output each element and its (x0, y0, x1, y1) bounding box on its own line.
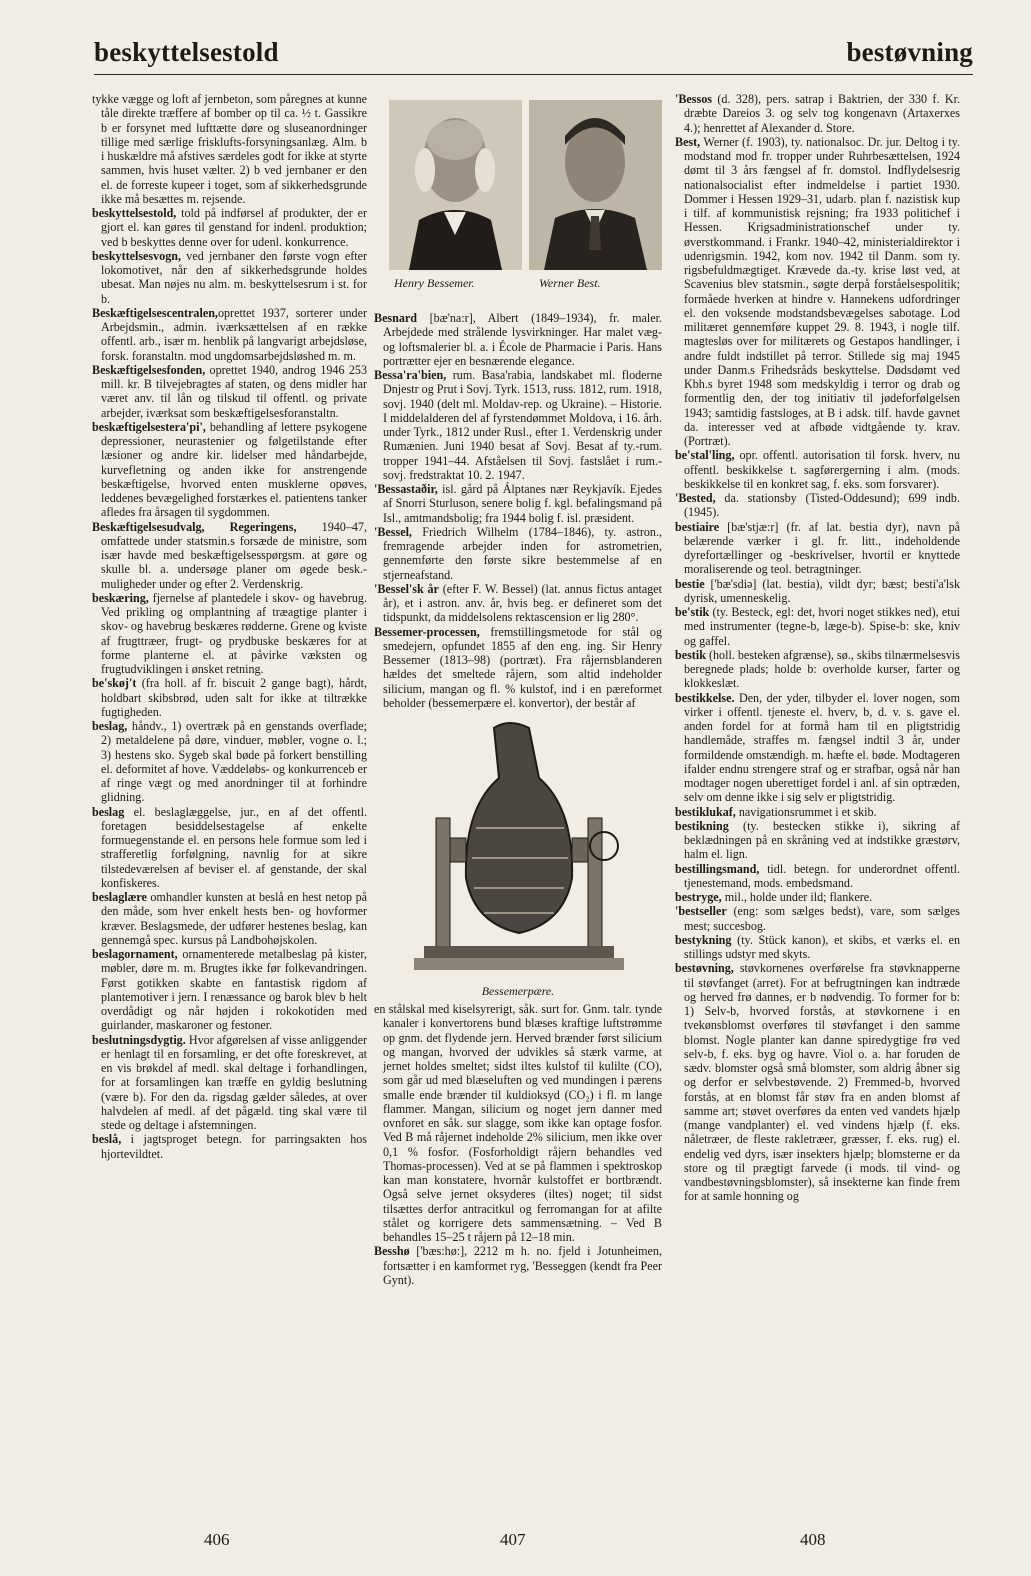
dictionary-entry (675, 92, 960, 135)
header-right-guideword: bestøvning (846, 37, 973, 67)
entry-headword: bestikkelse. (675, 690, 735, 705)
dictionary-entry (675, 648, 960, 691)
entry-headword: 'Bessastaðir, (374, 482, 438, 496)
entry-text: isl. gård på Álptanes nær Reykjavík. Ejedes af Snorri Sturluson, senere bolig f. kgl. befalingsmand på Isl., amtmandsbolig; fra 1944 bolig f. isl. præsident. (383, 482, 662, 525)
dictionary-entry (92, 520, 367, 591)
dictionary-entry (374, 582, 662, 625)
entry-headword: Beskæftigelsesfonden, (92, 362, 206, 377)
dictionary-entry (675, 862, 960, 891)
entry-headword: Best, (675, 134, 701, 149)
entry-text: rum. Basa'rabia, landskabet ml. floderne Dnjestr og Prut i Sovj. Tyrk. 1513, russ. 1812, rum. 1918, sovj. 1940 (delt ml. Moldav-rep. og Ukraine). – Historie. I middelalderen del af fyrstendømmet Moldova, i 16. årh. under Tyrk., 1812 under Rusl., efter 1. Verdenskrig under Rumænien. Juni 1940 besat af Sovj. Besat af ty.-rum. tropper 1941–44. Afståelsen til Sovj. fastslået i rum.-sovj. fredstraktat 10. 2. 1947. (383, 368, 662, 482)
portrait-row (374, 100, 662, 305)
dictionary-entry (92, 890, 367, 947)
entry-text: (ty. bestecken stikke i), sikring af beklædningen på en skråning ved at indstikke græstørv, halm el. lign. (684, 818, 960, 862)
entry-text: Den, der yder, tilbyder el. lover nogen, som virker i offentl. tjeneste el. hverv, b, d. v. s. gave el. anden fordel for at formå ham til en pligtstridig handlemåde, straffes m. fængsel indtil 3 år, under formildende omstændigh. m. hæfte el. bøde. Modtageren ifalder endnu strengere straf og er strafbar, også når han modtager nogen uberettiget fordel i anl. af sin optræden, selv om denne ikke i sig selv er pligtstridig. (684, 690, 960, 805)
entry-text: ornamenterede metalbeslag på kister, møbler, døre m. m. Brugtes ikke før folkevandringen. Først gotikken skabte en fantastisk rigdom af plantemotiver i jern. I renæssance og barok blev b helt overdådigt og når højden i rokokotiden med guirlander, maskaroner og festoner. (101, 947, 367, 1033)
entry-headword: beskæring, (92, 590, 149, 605)
entry-text: (ty. Besteck, egl: det, hvori noget stikkes ned), etui med instrumenter (tegne-b, læge-b). Spise-b: ske, kniv og gaffel. (684, 605, 960, 648)
entry-headword: beslagornament, (92, 947, 178, 961)
entry-text: en stålskal med kiselsyrerigt, såk. surt for. Gnm. talr. tynde kanaler i konvertorens bund blæses kraftige luftstrømme op gnm. det flydende jern. Herved brænder først silicium og mangan, hvorved der udvikles så stærk varme, at jernet holdes smeltet; sidst iltes kulstof til kulilte (CO), som går ud med blæseluften og ved mundingen i pærens smalle ende brænder til kuldioksyd (CO₂) i fl. m lange flammer. Mangan, silicium og noget jern danner med ovnforet en såk. sur slagge, som ikke kan optage fosfor. Ved B må råjernet indeholde 2% silicium, men ikke over 0,1 % fosfor. (Fosforholdigt råjern behandles ved Thomas-processen). Ved at se på flammen i spektroskop kan man konstatere, hvornår kulstoffet er bortbrændt. Også selve jernet oksyderes (iltes) noget; til sidst tilsættes derfor antracitkul og ferromangan for at afilte stålet og korrigere dets sammensætning. – Ved B behandles 15–25 t råjern på 12–18 min. (374, 1002, 662, 1244)
dictionary-entry (675, 890, 960, 904)
entry-headword: bestøvning, (675, 961, 734, 976)
page-number-406: 406 (204, 1530, 230, 1549)
entry-text: (efter F. W. Bessel) (lat. annus fictus antaget år), et i astron. anv. år, hvis beg. er defineret som det tidspunkt, da middelsolens rektascension er lig 280°. (383, 581, 663, 625)
entry-text: Friedrich Wilhelm (1784–1846), ty. astron., fremragende arbejder inden for astrometrien, gennemførte den første sikre bestemmelse af en stjerneafstand. (383, 524, 662, 582)
bessemer-converter-figure (374, 718, 662, 998)
page-number-407: 407 (500, 1530, 526, 1549)
entry-text: Hvor afgørelsen af visse anliggender er henlagt til en forsamling, er det ofte foreskrevet, at en vis brøkdel af medl. skal deltage i forhandlingen, for at forsamlingen kan træffe en gyldig beslutning (være b). For den da. rigsdag gælder således, at over halvdelen af medl. af det pågæld. ting skal være til stede og deltage i afstemningen. (101, 1032, 367, 1132)
dictionary-entry (92, 805, 367, 891)
dictionary-entry (675, 819, 960, 862)
dictionary-entry (675, 491, 960, 520)
dictionary-entry (675, 520, 960, 577)
entry-headword: bestryge, (675, 890, 722, 904)
portrait-werner-best (529, 100, 662, 270)
entry-headword: bestik (675, 647, 706, 662)
dictionary-entry (92, 92, 367, 206)
entry-headword: 'Bessel, (374, 524, 412, 539)
dictionary-entry (675, 904, 960, 933)
entry-text: (fra holl. af fr. biscuit 2 gange bagt), hårdt, holdbart skibsbrød, uden salt for ikke at tiltrække fugtigheden. (101, 676, 367, 719)
dictionary-entry (675, 805, 960, 819)
entry-headword: beskyttelsesvogn, (92, 248, 182, 263)
entry-headword: Besshø (374, 1244, 410, 1259)
dictionary-entry (374, 311, 662, 368)
entry-headword: Beskæftigelsescentralen, (92, 305, 218, 320)
entry-headword: 'Bested, (675, 491, 716, 505)
entry-text: [bæ'stjæ:r] (fr. af lat. bestia dyr), navn på belærende værker i gl. fr. litt., indeholdende dyrefortællinger og -beskrivelser, hvortil er knyttede moraliserende og teol. betragtninger. (684, 519, 960, 577)
entry-text: (ty. Stück kanon), et skibs, et værks el. en stillings udstyr med skyts. (684, 932, 960, 961)
entry-text: tidl. betegn. for underordnet offentl. tjenestemand, mods. embedsmand. (684, 861, 960, 890)
dictionary-entry (675, 691, 960, 805)
entry-text: (eng: som sælges bedst), vare, som sælges mest; succesbog. (684, 904, 960, 933)
dictionary-entry (92, 249, 367, 306)
dictionary-entry (92, 591, 367, 677)
entry-text: behandling af lettere psykogene depressioner, neurastenier og følgetilstande efter læsioner og andre kir. lidelser med håndarbejde, kurvefletning og anden ikke for anstrengende beskæftigelse, hvorved enten musklerne opøves, leddenes bevægelighed forstærkes el. patientens tanker afledes fra årsagen til sygdommen. (101, 419, 367, 520)
entry-headword: Bessa'ra'bien, (374, 368, 447, 382)
entry-text: opr. offentl. autorisation til forsk. hverv, nu offentl. beskikkelse t. sagførergerning i alm. (mods. beskikkelse til en konkret sag, f. eks. som forsvarer). (684, 448, 960, 491)
caption-bessemerpaere: Bessemerpære. (481, 983, 555, 998)
entry-headword: 'Bessel'sk år (374, 581, 439, 596)
entry-headword: beslag, (92, 719, 128, 733)
entry-text: ['bæs:hø:], 2212 m h. no. fjeld i Jotunheimen, fortsætter i en kamformet ryg, 'Besseggen (kendt fra Peer Gynt). (383, 1244, 662, 1287)
converter-illustration (414, 718, 624, 978)
entry-text: ved jernbaner den første vogn efter lokomotivet, når den af sikkerhedsgrunde holdes ubesat. Man nøjes nu alm. m. beskyttelsesrum i st. for b. (101, 248, 367, 306)
dictionary-entry (675, 448, 960, 491)
entry-headword: beskyttelsestold, (92, 206, 177, 220)
column-2-entries (374, 311, 662, 710)
column-1 (92, 92, 367, 1161)
entry-headword: be'stik (675, 605, 710, 619)
entry-headword: beslå, (92, 1132, 122, 1147)
column-2-continued-entries (374, 1002, 662, 1287)
dictionary-entry (675, 961, 960, 1203)
running-header (94, 26, 973, 75)
dictionary-entry (374, 625, 662, 711)
entry-headword: beskæftigelsestera'pi', (92, 419, 206, 434)
entry-headword: be'stal'ling, (675, 448, 735, 463)
dictionary-entry (92, 719, 367, 805)
caption-bessemer: Henry Bessemer. (394, 276, 475, 290)
dictionary-entry (92, 676, 367, 719)
entry-text: mil., holde under ild; flankere. (721, 890, 873, 904)
dictionary-entry (92, 947, 367, 1033)
entry-headword: bestillingsmand, (675, 861, 760, 876)
entry-text: [bæ'na:r], Albert (1849–1934), fr. maler. Arbejdede med strålende lysvirkninger. Har malet væg- og loftsmalerier bl. a. i École de Pharmacie i Paris. Hans portrætter ejer en besnærende elegance. (383, 311, 662, 368)
dictionary-entry (92, 363, 367, 420)
entry-headword: bestiaire (675, 519, 720, 534)
entry-text: told på indførsel af produkter, der er gjort el. kan gøres til genstand for indenl. produktion; ved b beskyttes denne over for udenl. konkurrence. (101, 206, 367, 249)
entry-text: da. stationsby (Tisted-Oddesund); 699 indb. (1945). (684, 491, 960, 520)
column-2 (374, 100, 662, 1287)
dictionary-entry (374, 482, 662, 525)
portrait-henry-bessemer (389, 100, 522, 270)
dictionary-entry (374, 525, 662, 582)
dictionary-entry (374, 1244, 662, 1287)
entry-headword: Bessemer-processen, (374, 624, 480, 639)
dictionary-entry (374, 368, 662, 482)
entry-text: ['bæ'sdiə] (lat. bestia), vildt dyr; bæst; besti'a'lsk dyrisk, umenneskelig. (684, 576, 960, 605)
entry-headword: Besnard (374, 311, 418, 325)
dictionary-entry (92, 1132, 367, 1161)
entry-text: 1940–47, omfattede under statsmin.s forsæde de ministre, som især havde med beskæftigelsesspørgsm. at gøre og skulle bl. a. undersøge planer om øgede besk.-muligheder under og efter 2. Verdenskrig. (101, 519, 367, 591)
entry-text: omhandler kunsten at beslå en hest netop på den måde, som hver enkelt hests ben- og hovformer kræver. Beslagsmede, der udfører hestenes beslag, kan gennemgå spec. kursus på Landbohøjskolen. (101, 890, 367, 947)
entry-headword: beslaglære (92, 890, 147, 904)
dictionary-entry (675, 577, 960, 606)
entry-text: oprettet 1937, sorterer under Arbejdsmin., admin. iværksættelsen af en række offentl. arb., især m. henblik på langvarigt arbejdsløse, forsk. foranstaltn. mod ungdomsarbejdsløshed m. m. (101, 305, 367, 363)
entry-headword: bestykning (675, 932, 732, 947)
dictionary-entry (92, 1033, 367, 1133)
column-3 (675, 92, 960, 1204)
entry-headword: be'skøj't (92, 676, 137, 691)
entry-text: oprettet 1940, androg 1946 253 mill. kr. B tilvejebragtes af staten, og dens midler har været anv. til lån og tilskud til offentl. og private arbejder, iværksat som beskæftigelsesforanstaltn. (101, 362, 367, 420)
entry-headword: bestie (675, 576, 705, 591)
entry-text: navigationsrummet i et skib. (735, 804, 877, 819)
dictionary-entry (675, 605, 960, 648)
entry-text: fjernelse af plantedele i skov- og havebrug. Ved prikling og omplantning af træagtige planter i skov- og havebrug beskæres rødderne. Grene og kviste af frugttræer, frugt- og prydbuske beskæres for at forme planterne el. at påvirke væksten og frugtudviklingen i ønsket retning. (101, 590, 367, 676)
entry-headword: 'Bessos (675, 92, 712, 106)
entry-text: tykke vægge og loft af jernbeton, som påregnes at kunne tåle direkte træffere af bomber op til ca. ½ t. Gassikre b er forsynet med lufttætte døre og sluseanordninger tillige med særlige frisklufts-forsyningsanlæg. Alm. b i huskældre må afstives særdeles godt for ikke at styrte sammen, hvis huset vælter. 2) b ved jernbaner er den el. de forreste kupeer i toget, som af sikkerhedsgrunde ikke må besættes m. rejsende. (92, 92, 367, 206)
dictionary-entry (92, 420, 367, 520)
entry-text: støvkornenes overførelse fra støvknapperne til støvfanget (arret). For at befrugtningen kan indtræde og herved frø dannes, er b nødvendig. To former for b: 1) Selv-b, hvorved forstås, at støvkornene i en tvekønsblomst overføres til støvfanget i den samme blomst. Nogle planter kan danne spiredygtige frø ved selv-b, f. eks. byg og havre. Viol o. a. har foruden de sædv. blomster også små blomster, som aldrig åbner sig og derfor er selvbestøvende. 2) Fremmed-b, hvorved forstås, at en blomst får støv fra en anden blomst af samme art; støvet overføres da enten ved vandets hjælp (mange vandplanter) el. ved vindens hjælp (f. eks. nåletræer, de fleste rakletræer, græsser, f. eks. rug) el. endelig ved dyrs, især insekters hjælp; blomsterne er da store og til prægtigt farvede (i mods. til vind- og vandbestøvningsblomster), så insekterne kan finde frem for at samle honning og (684, 961, 960, 1204)
header-left-guideword: beskyttelsestold (94, 37, 279, 67)
entry-text: Werner (f. 1903), ty. nationalsoc. Dr. jur. Deltog i ty. modstand mod fr. tropper under Ruhrbesættelsen, 1924 dømt til 3 års fængsel af fr. domstol. Indflydelsesrig nationalsocialist efter indmeldelse i partiet 1930. Dommer i Hessen 1929–31, udarb. plan f. nazistisk kup i tilf. af kommunistisk rejsning; fra 1933 politichef i Hessen. Krigsadministrationschef under ty. øverstkommand. i Frankr. 1940–42, ministerialdirektor i udenrigsmin. 1942, kom nov. 1942 til Danm. som ty. rigsbefuldmægtiget. Krævede da.-ty. krise løst ved, at Scavenius blev statsmin., søgte derpå forståelsespolitik; formåede hverken at hindre v. Hannekens udfordringer el. den voksende modstandsbevægelses sabotage. Lod militæret gennemføre kuppet 29. 8. 1943, i nogle tilf. magtesløs over for militærets og Gestapos handlinger, i andre fuldt indstillet på terror. Stillede sig maj 1945 under Danm.s Frihedsråds beskyttelse. Dødsdømt ved Kbh.s byret 1948 som medskyldig i terror og drab og formentlig den, der tog initiativ til jødeforfølgelsen 1943; samtidig fastsloges, at B i adsk. tilf. havde gavnet da. interesser ved at afbøde vidtgående ty. krav. (Portræt). (684, 134, 960, 448)
entry-text: fremstillingsmetode for stål og smedejern, opfundet 1855 af den eng. ing. Sir Henry Bessemer (1813–98) (portræt). Fra råjernsblanderen hældes det smeltede råjern, som altid indeholder silicium, mangan og fl. % kulstof, ind i en pæreformet beholder (bessemerpære el. konvertor), der består af (383, 624, 662, 710)
entry-text: håndv., 1) overtræk på en genstands overflade; 2) metaldelene på døre, vinduer, møbler, vogne o. l.; 3) hestens sko. Sygeb skal bøde på forkert benstilling el. deformitet af hove. Væddeløbs- og konkurrenceb er af ringe vægt og med anordninger til at forhindre glidning. (101, 719, 367, 805)
entry-headword: beslag (92, 804, 125, 819)
entry-text: (holl. besteken afgrænse), sø., skibs tilnærmelsesvis beregnede plads; holde b: overholde kurser, farter og klokkeslæt. (684, 647, 960, 691)
dictionary-entry (675, 135, 960, 449)
entry-text: i jagtsproget betegn. for parringsakten hos hjortevildtet. (101, 1132, 367, 1161)
dictionary-entry (675, 933, 960, 962)
entry-text: el. beslaglæggelse, jur., en af det offentl. foretagen besiddelsestagelse af enkelte formuegenstande el. en persons hele formue som led i strafferetlig forfølgning, navnlig for at sikre tilstedeværelsen af beviser el. af genstande, der skal konfiskeres. (101, 804, 367, 890)
entry-headword: 'bestseller (675, 904, 727, 919)
entry-headword: beslutningsdygtig. (92, 1032, 186, 1047)
caption-best: Werner Best. (539, 276, 601, 290)
entry-text: (d. 328), pers. satrap i Baktrien, der 330 f. Kr. dræbte Dareios 3. og selv tog kongenavn (Artaxerxes 4.); henrettet af Alexander d. Store. (684, 92, 960, 135)
entry-headword: bestikning (675, 818, 729, 833)
dictionary-entry (92, 206, 367, 249)
dictionary-entry (92, 306, 367, 363)
dictionary-entry (374, 1002, 662, 1244)
entry-headword: bestiklukaf, (675, 804, 736, 819)
entry-headword: Beskæftigelsesudvalg, Regeringens, (92, 519, 297, 534)
page-number-408: 408 (800, 1530, 826, 1549)
